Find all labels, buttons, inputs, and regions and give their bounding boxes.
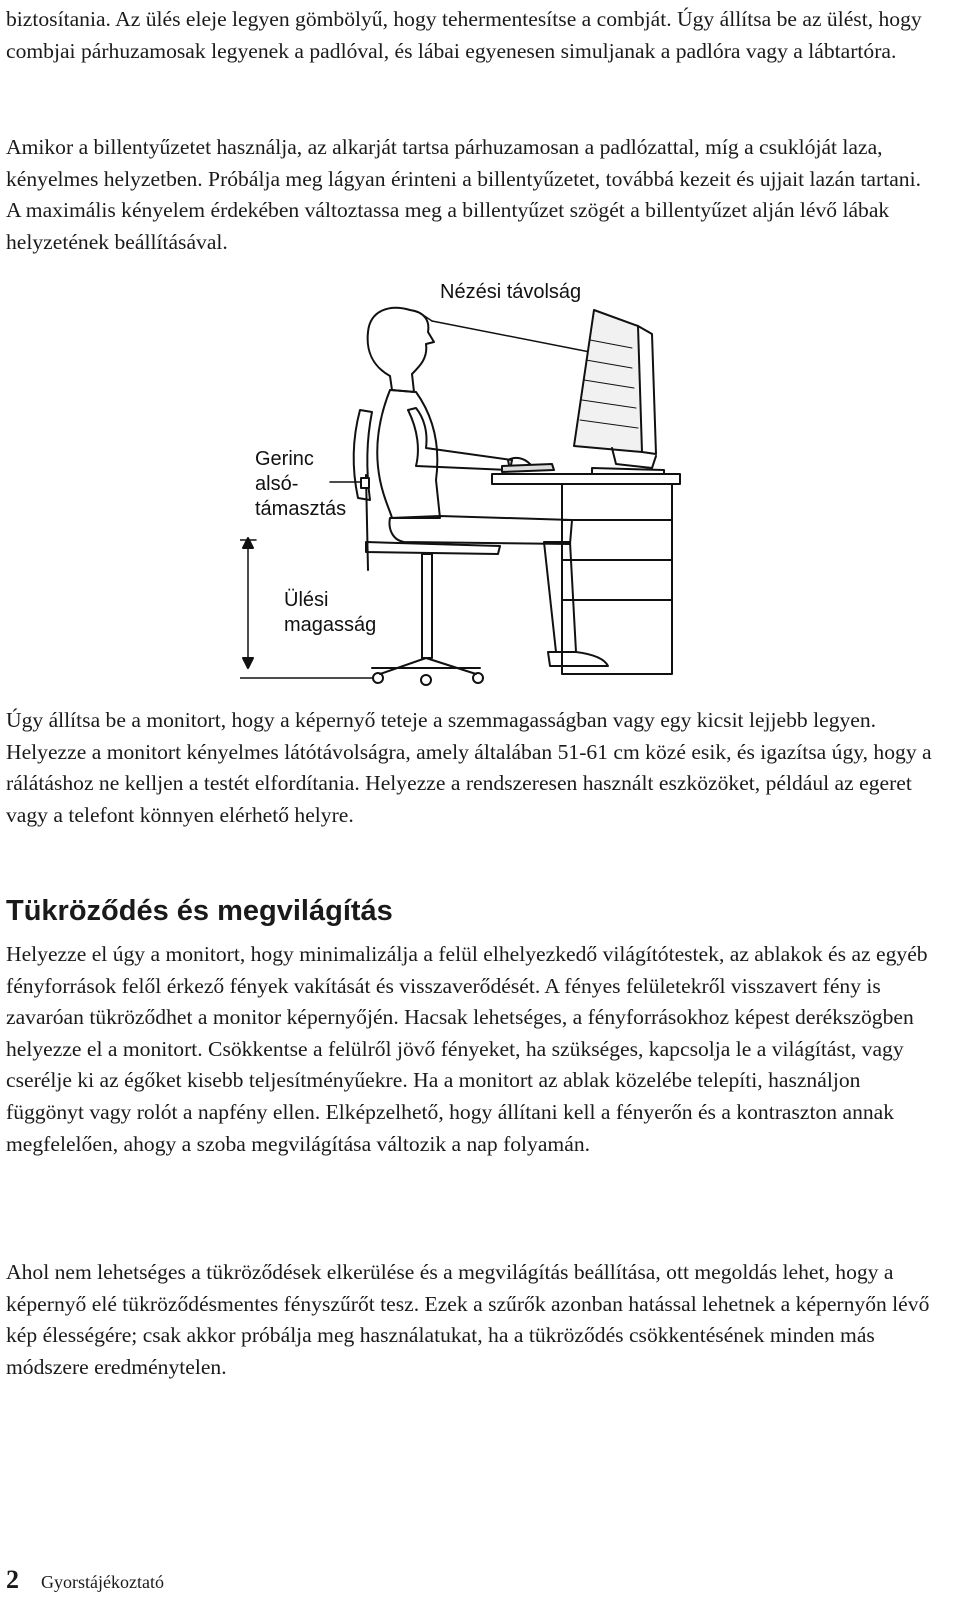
chair-wheel <box>473 673 483 683</box>
seat-height-label-line-2: magasság <box>284 614 377 636</box>
chair-column <box>422 554 432 658</box>
paragraph-glare-filter: Ahol nem lehetséges a tükröződések elkerülése és a megvilágítás beállítása, ott megoldás lehet, hogy a képernyő elé tükröződésmentes fényszűrőt tesz. Ezek a szűrők azonban hatással lehetnek a képernyőn lévő kép élességére; csak akkor próbálja meg használatukat, ha a tükröződés csökkentésének minden más módszere eredménytelen. <box>6 1260 930 1379</box>
page-footer <box>6 1565 164 1595</box>
seat-height-label-line-1: Ülési <box>284 589 329 611</box>
person-thigh <box>390 516 572 544</box>
lumbar-label-line-1: Gerinc <box>255 448 314 470</box>
lumbar-label-line-2: alsó- <box>255 473 299 495</box>
lumbar-knob <box>361 478 369 488</box>
section-heading: Tükröződés és megvilágítás <box>6 895 393 927</box>
page-number: 2 <box>6 1565 19 1594</box>
person-foot <box>548 652 608 666</box>
viewing-distance-label: Nézési távolság <box>440 281 582 303</box>
paragraph-monitor-placement: Úgy állítsa be a monitort, hogy a képernyő teteje a szemmagasságban vagy egy kicsit lejjebb legyen. Helyezze a monitort kényelmes látótávolságra, amely általában 51-61 cm közé esik, és igazítsa úgy, hogy a rálátáshoz ne kelljen a testét elfordítania. Helyezze a rendszeresen használt eszközöket, például az egeret vagy a telefont könnyen elérhető helyre. <box>6 708 932 827</box>
sight-line <box>432 321 595 353</box>
paragraph-keyboard-posture: Amikor a billentyűzetet használja, az alkarját tartsa párhuzamosan a padlózattal, míg a csuklóját laza, kényelmes helyzetben. Próbálja meg lágyan érinteni a billentyűzetet, továbbá kezeit és ujjait lazán tartani. A maximális kényelem érdekében változtassa meg a billentyűzet szögét a billentyűzet alján lévő lábak helyzetének beállításával. <box>6 135 921 254</box>
lumbar-label-line-3: támasztás <box>255 498 347 520</box>
person-head <box>368 308 434 392</box>
person-lower-leg <box>544 542 576 652</box>
footer-title: Gyorstájékoztató <box>41 1572 164 1592</box>
chair-wheel <box>373 673 383 683</box>
paragraph-seat-adjustment: biztosítania. Az ülés eleje legyen gömbölyű, hogy tehermentesítse a combját. Úgy állítsa be az ülést, hogy combjai párhuzamosak legyenek a padlóval, és lábai egyenesen simuljanak a padlóra vagy a lábtartóra. <box>6 7 922 63</box>
desk-pedestal <box>562 484 672 674</box>
paragraph-glare-lighting: Helyezze el úgy a monitort, hogy minimalizálja a felül elhelyezkedő világítótestek, az ablakok és az egyéb fényforrások felől érkező fények vakítását és visszaverődését. A fényes felületekről visszavert fény is zavaróan tükröződhet a monitor képernyőjén. Hacsak lehetséges, a fényforrásokhoz képest derékszögben helyezze el a monitort. Csökkentse a felülről jövő fényeket, ha szükséges, kapcsolja le a világítást, vagy cserélje ki az égőket kisebb teljesítményűekre. Ha a monitort az ablak közelébe telepíti, használjon függönyt vagy rolót a napfény ellen. Elképzelhető, hogy állítani kell a fényerőn és a kontraszton annak megfelelően, ahogy a szoba megvilágítása változik a nap folyamán. <box>6 942 928 1156</box>
chair-post <box>366 475 368 570</box>
keyboard <box>502 464 554 472</box>
ergonomic-posture-figure <box>240 270 740 700</box>
chair-wheel <box>421 675 431 685</box>
seat-height-arrow-bottom <box>243 658 253 668</box>
chair-base <box>372 658 480 674</box>
monitor-base <box>592 468 664 474</box>
desk-top <box>492 474 680 484</box>
monitor-screen <box>574 310 642 452</box>
person-arm <box>408 408 512 470</box>
